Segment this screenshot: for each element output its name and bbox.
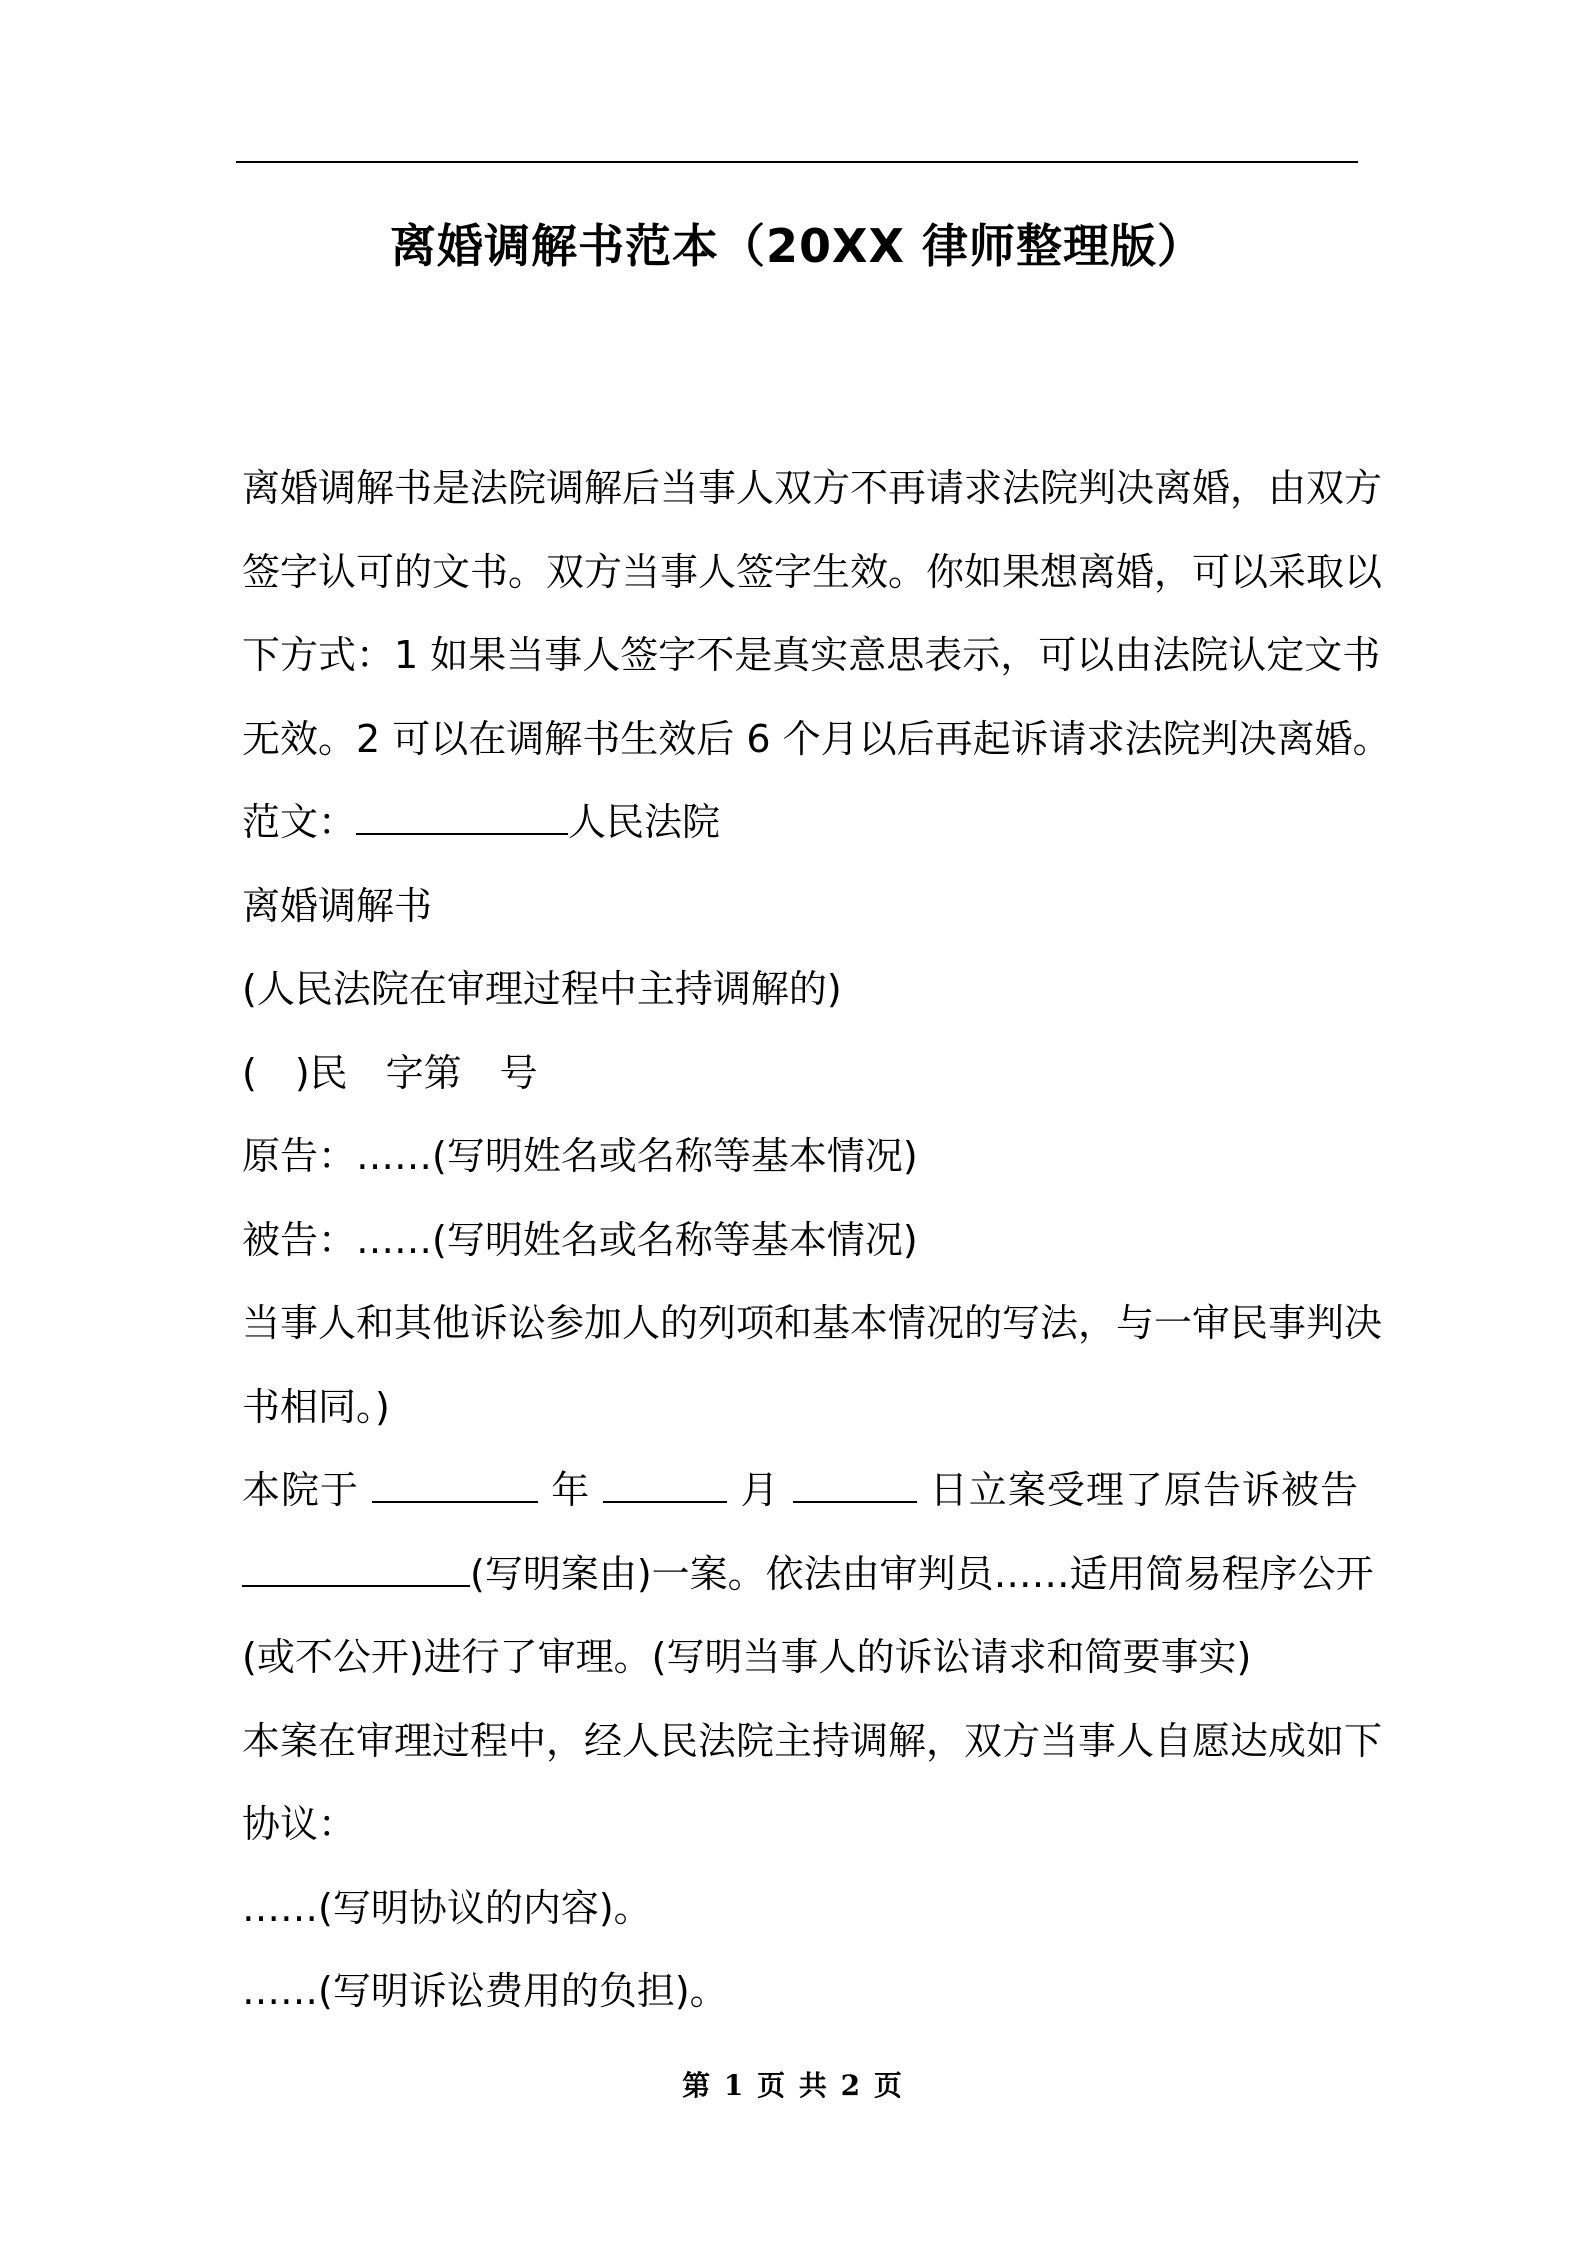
filing-line-1 — [242, 1449, 1358, 1533]
day-blank — [793, 1471, 917, 1503]
case-number-line — [242, 1032, 1358, 1116]
page-number: 第 1 页 共 2 页 — [682, 2069, 904, 2102]
defendant-line: 被告：……(写明姓名或名称等基本情况) — [242, 1217, 918, 1262]
cost-bearing-line: ……(写明诉讼费用的负担)。 — [242, 1969, 728, 2013]
document-body — [242, 447, 1391, 2034]
header-rule — [236, 161, 1358, 163]
case-no-open: ( — [242, 1050, 257, 1095]
filing-line-3: (或不公开)进行了审理。(写明当事人的诉讼请求和简要事实) — [242, 1635, 1252, 1679]
filing-day-text: 日立案受理了原告诉被告 — [929, 1468, 1358, 1512]
case-no-zidi: 字第 — [385, 1050, 462, 1095]
sample-court-line — [242, 781, 1358, 865]
defendant-blank — [242, 1555, 470, 1587]
filing-year: 年 — [551, 1468, 591, 1512]
filing-cause: (写明案由)一案。依法由审判员……适用简易程序公开 — [470, 1551, 1374, 1596]
filing-prefix: 本院于 — [242, 1468, 360, 1512]
intro-line-2: 签字认可的文书。双方当事人签字生效。你如果想离婚，可以采取以 — [242, 549, 1383, 594]
sample-label: 范文： — [242, 800, 357, 844]
court-name-blank — [356, 803, 568, 835]
year-blank — [372, 1471, 538, 1503]
doc-name-line: 离婚调解书 — [242, 883, 433, 928]
filing-month: 月 — [740, 1468, 780, 1512]
court-suffix: 人民法院 — [568, 800, 721, 844]
filing-line-2 — [242, 1533, 1374, 1617]
intro-line-1: 离婚调解书是法院调解后当事人双方不再请求法院判决离婚，由双方 — [242, 466, 1383, 510]
intro-line-4: 无效。2 可以在调解书生效后 6 个月以后再起诉请求法院判决离婚。 — [242, 716, 1391, 761]
case-no-hao: 号 — [499, 1050, 538, 1095]
agreement-content-line: ……(写明协议的内容)。 — [242, 1885, 652, 1930]
document-title: 离婚调解书范本（20XX 律师整理版） — [390, 219, 1204, 273]
plaintiff-line: 原告：……(写明姓名或名称等基本情况) — [242, 1134, 918, 1178]
doc-note-line: (人民法院在审理过程中主持调解的) — [242, 967, 842, 1011]
intro-line-3: 下方式：1 如果当事人签字不是真实意思表示，可以由法院认定文书 — [242, 633, 1381, 677]
parties-note-line-1: 当事人和其他诉讼参加人的列项和基本情况的写法，与一审民事判决 — [242, 1301, 1383, 1345]
month-blank — [603, 1471, 727, 1503]
mediation-line-1: 本案在审理过程中，经人民法院主持调解，双方当事人自愿达成如下 — [242, 1718, 1383, 1763]
parties-note-line-2: 书相同。) — [242, 1384, 390, 1429]
case-no-close: )民 — [294, 1050, 348, 1095]
mediation-line-2: 协议： — [242, 1802, 357, 1846]
